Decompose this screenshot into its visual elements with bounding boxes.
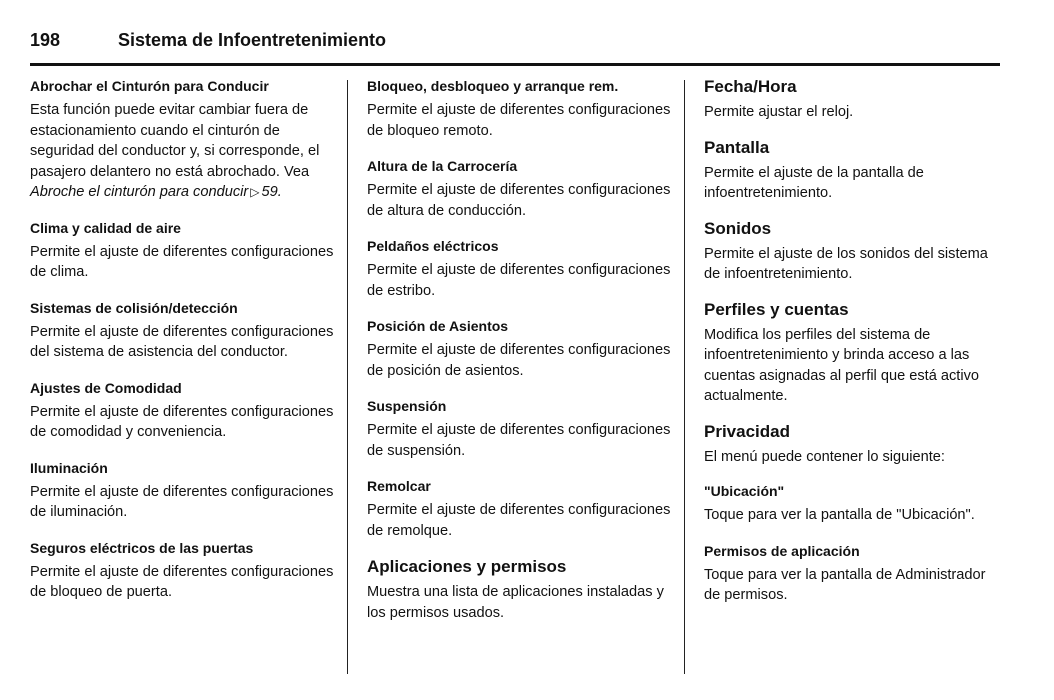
section-heading: Aplicaciones y permisos	[367, 557, 567, 576]
section-posicion-asientos	[367, 316, 672, 381]
section-body: Permite el ajuste de diferentes configuraciones de posición de asientos.	[367, 342, 671, 379]
section-body: Modifica los perfiles del sistema de infoentretenimiento y brinda acceso a las cuentas asignadas al perfil que está activo actualmente.	[704, 326, 980, 404]
section-colision-deteccion	[30, 298, 335, 363]
section-body: Permite ajustar el reloj.	[704, 104, 854, 120]
section-heading: Remolcar	[367, 478, 431, 494]
section-heading: Iluminación	[30, 459, 108, 476]
section-body: Permite el ajuste de diferentes configuraciones de comodidad y conveniencia.	[30, 403, 334, 440]
section-heading: Abrochar el Cinturón para Conducir	[30, 78, 269, 94]
section-heading: Clima y calidad de aire	[30, 219, 181, 236]
column-divider	[684, 80, 685, 674]
section-seguros-electricos	[30, 538, 335, 603]
section-body: Permite el ajuste de diferentes configuraciones de bloqueo de puerta.	[30, 563, 334, 600]
section-sonidos	[704, 218, 1000, 285]
section-body: Permite el ajuste de la pantalla de infoentretenimiento.	[704, 164, 924, 201]
section-heading: Seguros eléctricos de las puertas	[30, 539, 254, 556]
section-body: Permite el ajuste de diferentes configuraciones de bloqueo remoto.	[367, 102, 671, 139]
section-heading: Privacidad	[704, 421, 790, 441]
section-body: Permite el ajuste de los sonidos del sistema de infoentretenimiento.	[704, 245, 988, 282]
section-remolcar	[367, 476, 672, 541]
page-header	[30, 30, 1000, 66]
section-body-text: Esta función puede evitar cambiar fuera de estacionamiento cuando el cinturón de seguridad del conductor y, si corresponde, el pasajero delantero no está abrochado. Vea	[30, 102, 320, 180]
section-body: Permite el ajuste de diferentes configuraciones de iluminación.	[30, 483, 334, 520]
column-middle	[367, 76, 672, 638]
section-body: Permite el ajuste de diferentes configuraciones de clima.	[30, 243, 334, 280]
section-perfiles-cuentas	[704, 299, 1000, 407]
section-bloqueo-remoto	[367, 76, 672, 141]
section-heading: Bloqueo, desbloqueo y arranque rem.	[367, 78, 619, 94]
arrow-reference-icon: ▷	[250, 185, 260, 199]
section-body: Permite el ajuste de diferentes configuraciones de estribo.	[367, 262, 671, 299]
section-heading: Pantalla	[704, 137, 770, 157]
section-comodidad	[30, 378, 335, 443]
section-peldanos-electricos	[367, 236, 672, 301]
section-heading: Ajustes de Comodidad	[30, 379, 182, 396]
section-privacidad	[704, 421, 1000, 468]
section-body: Permite el ajuste de diferentes configuraciones de altura de conducción.	[367, 182, 671, 219]
section-body: Muestra una lista de aplicaciones instaladas y los permisos usados.	[367, 584, 664, 621]
section-ubicacion	[704, 481, 1000, 526]
reference-page-number[interactable]: 59.	[261, 184, 282, 200]
section-abrochar-cinturon	[30, 76, 335, 203]
page-title: Sistema de Infoentretenimiento	[118, 30, 387, 50]
section-fecha-hora	[704, 76, 1000, 123]
section-body: Permite el ajuste de diferentes configuraciones de remolque.	[367, 502, 671, 539]
section-heading: Perfiles y cuentas	[704, 299, 849, 319]
section-body: Toque para ver la pantalla de "Ubicación".	[704, 507, 975, 523]
section-body: Permite el ajuste de diferentes configuraciones de suspensión.	[367, 422, 671, 459]
section-heading: Peldaños eléctricos	[367, 238, 499, 254]
section-heading: Sistemas de colisión/detección	[30, 299, 238, 316]
section-heading: Permisos de aplicación	[704, 542, 860, 559]
section-suspension	[367, 396, 672, 461]
section-clima	[30, 218, 335, 283]
section-heading: Posición de Asientos	[367, 318, 509, 334]
section-aplicaciones-permisos	[367, 556, 672, 623]
page-number: 198	[30, 30, 61, 50]
section-permisos-aplicacion	[704, 541, 1000, 606]
section-heading: Sonidos	[704, 218, 772, 238]
section-heading: Suspensión	[367, 398, 447, 414]
section-body	[30, 100, 335, 203]
column-left	[30, 76, 335, 618]
column-divider	[347, 80, 348, 674]
section-body: Toque para ver la pantalla de Administrador de permisos.	[704, 566, 986, 603]
section-iluminacion	[30, 458, 335, 523]
column-right	[704, 76, 1000, 621]
section-body: El menú puede contener lo siguiente:	[704, 448, 945, 465]
section-body: Permite el ajuste de diferentes configuraciones del sistema de asistencia del conductor.	[30, 323, 334, 360]
section-heading: Fecha/Hora	[704, 77, 797, 96]
section-altura-carroceria	[367, 156, 672, 221]
section-heading: "Ubicación"	[704, 483, 785, 499]
cross-reference-link[interactable]: Abroche el cinturón para conducir	[30, 184, 249, 200]
section-heading: Altura de la Carrocería	[367, 158, 518, 174]
section-pantalla	[704, 137, 1000, 204]
